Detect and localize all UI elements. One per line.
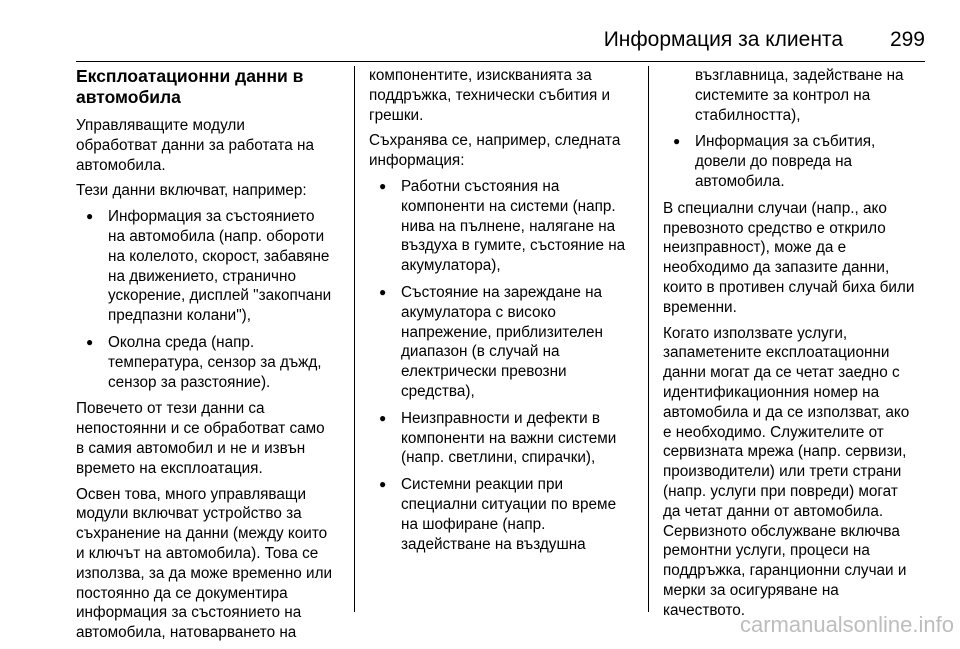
list-item: ● Работни състояния на компоненти на системи (напр. нива на пълнене, налягане на въздуха в гумите, състояние на акумулатора), xyxy=(369,177,637,276)
paragraph: Съхранява се, например, следната информация: xyxy=(369,132,621,170)
paragraph: Тези данни включват, например: xyxy=(76,182,307,200)
column-divider xyxy=(648,66,649,612)
paragraph: Управляващите модули обработват данни за работата на автомобила. xyxy=(76,117,314,174)
list-item: ● Системни реакции при специални ситуации по време на шофиране (напр. задействане на въздушна xyxy=(369,475,637,554)
paragraph: Когато използвате услуги, запаметените експлоатационни данни могат да се четат заедно с идентификационния номер на автомобила и да се използват, ако е необходимо. Служителите от сервизната мрежа (напр. сервизи, производители) или трети страни (напр. услуги при повреди) могат да четат данни от автомобила. Сервизното обслужване включва ремонтни услуги, процеси на поддръжка, гаранционни случаи и мерки за осигуряване на качеството. xyxy=(663,324,910,619)
bullet-list xyxy=(663,66,929,192)
column-2 xyxy=(369,66,637,561)
list-item-continued: възглавница, задействане на системите за контрол на стабилността), xyxy=(695,67,904,124)
list-item: ● Околна среда (напр. температура, сензор за дъжд, сензор за разстояние). xyxy=(76,333,352,392)
header-rule xyxy=(76,61,925,62)
section-title: Информация за клиента xyxy=(603,28,843,51)
paragraph: Повечето от тези данни са непостоянни и се обработват само в самия автомобил и не и извън времето на експлоатация. xyxy=(76,400,325,477)
watermark: carmanualsonline.info xyxy=(739,612,954,637)
paragraph: Освен това, много управляващи модули включват устройство за съхранение на данни (между които и ключът на автомобила). Това се използва, за да може временно или постоянно да се документира информация за състоянието на автомобила, натоварването на xyxy=(76,485,333,642)
bullet-list xyxy=(369,177,637,554)
paragraph: компонентите, изискванията за поддръжка, технически събития и грешки. xyxy=(369,67,611,124)
section-heading: Експлоатационни данни в автомобила xyxy=(76,66,304,107)
page-number: 299 xyxy=(889,28,925,51)
column-divider xyxy=(354,66,355,612)
list-item: ● Информация за събития, довели до повреда на автомобила. xyxy=(663,132,929,191)
list-item: ● Неизправности и дефекти в компоненти на важни системи (напр. светлини, спирачки), xyxy=(369,409,637,468)
bullet-list xyxy=(76,207,352,392)
list-item: ● Състояние на зареждане на акумулатора с високо напрежение, приблизителен диапазон (в случай на електрически превозни средства), xyxy=(369,283,637,402)
list-item: ● Информация за състоянието на автомобила (напр. обороти на колелото, скорост, забавяне на движението, странично ускорение, дисплей "закопчани предпазни колани"), xyxy=(76,207,352,326)
page-header xyxy=(76,26,925,62)
column-3 xyxy=(663,66,929,627)
column-1 xyxy=(76,66,352,649)
paragraph: В специални случаи (напр., ако превозното средство е открило неизправност), може да е необходимо да запазите данни, които в противен случай биха били временни. xyxy=(663,199,915,316)
